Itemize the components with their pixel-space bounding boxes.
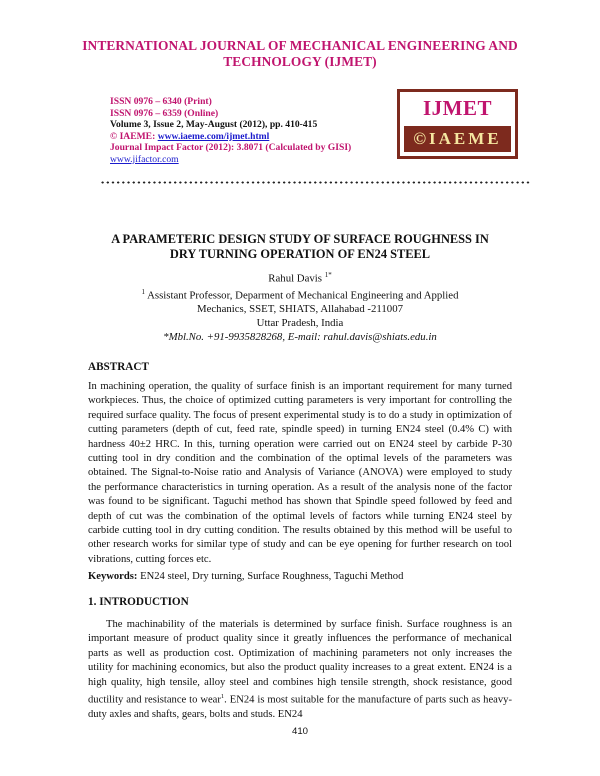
logo-text-ijmet: IJMET (422, 96, 492, 120)
publication-meta (110, 96, 390, 166)
iaeme-link[interactable]: www.iaeme.com/ijmet.html (157, 130, 270, 142)
issn-online: ISSN 0976 – 6359 (Online) (110, 107, 219, 119)
author-name-line (60, 269, 540, 286)
iaeme-line (110, 131, 390, 143)
impact-factor: Journal Impact Factor (2012): 3.8071 (Calculated by GISI) (110, 142, 352, 154)
abstract-heading: ABSTRACT (88, 361, 149, 373)
paper-title-line1: A PARAMETERIC DESIGN STUDY OF SURFACE ROUGHNESS IN (111, 232, 489, 246)
volume-info: Volume 3, Issue 2, May-August (2012), pp. 410-415 (110, 119, 318, 131)
intro-text (88, 618, 512, 722)
iaeme-prefix: © IAEME: (110, 130, 158, 142)
jifactor-link[interactable]: www.jifactor.com (110, 153, 179, 165)
intro-ref-sup: 1 (220, 693, 225, 701)
intro-text-a: The machinability of the materials is determined by surface finish. Surface roughness is an important measure of product quality since it greatly influences the performance of mechanical parts as well as production cost. Optimization of machining parameters not only increases the utility for machining economics, but also the product quality increases to a great extent. EN24 is a high quality, high tensile, alloy steel and combines high tensile strength, shock resistance, good ductility and resistance to wear (88, 619, 512, 706)
page-number: 410 (291, 726, 308, 737)
paper-title-line2: DRY TURNING OPERATION OF EN24 STEEL (169, 247, 431, 261)
author-block (60, 269, 540, 344)
affiliation-line1 (60, 286, 540, 303)
issn-print: ISSN 0976 – 6340 (Print) (110, 96, 212, 107)
author-name-sup: 1* (324, 271, 332, 279)
logo-text-iaeme: ©IAEME (404, 126, 511, 152)
author-contact: *Mbl.No. +91-9935828268, E-mail: rahul.davis@shiats.edu.in (163, 330, 437, 343)
journal-header (0, 38, 600, 70)
abstract-text: In machining operation, the quality of surface finish is an important requirement for many turned workpieces. Thus, the choice of optimized cutting parameters is very important for controlling the required surface quality. The focus of present experimental study is to do a study in optimization of cutting parameters (depth of cut, feed rate, spindle speed) in turning EN24 steel (0.4% C) with hardness 40±2 HRC. In this, turning operation were carried out on EN24 steel by carbide P-30 cutting tool in dry condition and the combination of the optimal levels of the parameters was obtained. The Signal-to-Noise ratio and Analysis of Variance (ANOVA) were employed to study the performance characteristics in turning operation. As a result of the analysis none of the factor was found to be significant. Taguchi method has shown that Spindle speed followed by feed and depth of cut was the combination of the optimal levels of factors while turning EN24 steel by carbide cutting tool in dry cutting condition. The results obtained by this method will be useful to other research works for similar type of study and can be eye opening for further research on tool vibrations, cutting forces etc. (88, 381, 512, 565)
keywords-label: Keywords: (88, 571, 141, 582)
affiliation-line2: Mechanics, SSET, SHIATS, Allahabad -211007 (196, 303, 403, 316)
paper-title (60, 232, 540, 262)
keywords-text: EN24 steel, Dry turning, Surface Roughness, Taguchi Method (140, 571, 404, 582)
affiliation-text1: Assistant Professor, Deparment of Mechanical Engineering and Applied (145, 289, 459, 302)
journal-name-line1: INTERNATIONAL JOURNAL OF MECHANICAL ENGINEERING AND (82, 38, 518, 53)
affiliation-line3: Uttar Pradesh, India (256, 316, 344, 329)
affiliation-sup: 1 (141, 288, 145, 297)
journal-name-line2: TECHNOLOGY (IJMET) (223, 54, 377, 69)
keywords-line (88, 571, 512, 582)
intro-heading: 1. INTRODUCTION (88, 596, 189, 608)
ijmet-logo (397, 89, 518, 159)
dotted-separator (100, 181, 530, 184)
author-name: Rahul Davis (268, 272, 325, 285)
intro-text-b: . EN24 is most suitable for the manufacture of parts such as heavy-duty axles and shafts, gears, bolts and studs. EN24 (88, 694, 512, 720)
